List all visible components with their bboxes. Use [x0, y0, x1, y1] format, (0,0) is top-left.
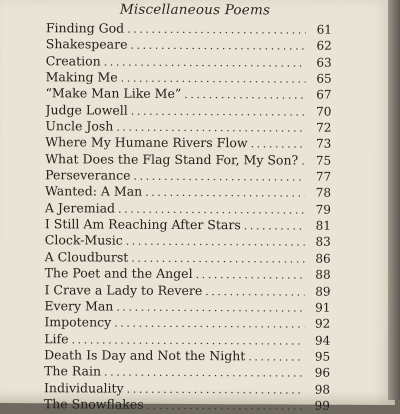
- entry-title: Impotency: [44, 314, 112, 330]
- dot-leader: [118, 202, 305, 216]
- toc-entry: [45, 233, 331, 251]
- dot-leader: [104, 366, 304, 380]
- toc-entry: [45, 118, 331, 136]
- toc-entry: [44, 396, 330, 414]
- entry-page-number: 67: [316, 88, 332, 103]
- entry-page-number: 75: [315, 153, 332, 168]
- entry-page-number: 65: [316, 71, 332, 86]
- entry-title: Clock-Music: [44, 232, 123, 249]
- entry-title: Where My Humane Rivers Flow: [45, 134, 248, 151]
- entry-title: I Crave a Lady to Revere: [44, 281, 203, 298]
- entry-page-number: 89: [315, 284, 331, 299]
- toc-entry: [44, 380, 330, 398]
- entry-page-number: 98: [314, 382, 331, 397]
- dot-leader: [72, 333, 305, 347]
- toc-entry: [44, 282, 330, 300]
- entry-title: “Make Man Like Me”: [45, 85, 182, 102]
- entry-title: Making Me: [45, 69, 118, 85]
- entry-page-number: 79: [315, 202, 331, 217]
- dot-leader: [116, 300, 304, 314]
- entry-title: Shakespeare: [45, 36, 128, 52]
- dot-leader: [248, 350, 304, 363]
- toc-entry: [45, 265, 331, 283]
- toc-entry: [45, 200, 331, 218]
- entry-title: The Poet and the Angel: [44, 265, 193, 282]
- entry-page-number: 99: [314, 398, 330, 413]
- entry-page-number: 81: [315, 218, 331, 233]
- entry-page-number: 62: [316, 38, 332, 54]
- entry-title: Finding God: [45, 20, 125, 36]
- dot-leader: [133, 170, 305, 184]
- dot-leader: [130, 39, 305, 53]
- entry-title: The Snowflakes: [43, 396, 144, 412]
- dot-leader: [244, 219, 305, 232]
- dot-leader: [145, 186, 305, 200]
- entry-page-number: 73: [315, 137, 332, 152]
- toc-entry: [44, 331, 330, 349]
- toc-entry: [45, 151, 331, 169]
- dot-leader: [251, 138, 306, 151]
- dot-leader: [127, 382, 304, 396]
- toc-entry: [45, 216, 331, 234]
- toc-entry: [45, 249, 331, 267]
- entry-page-number: 78: [315, 186, 332, 201]
- entry-page-number: 92: [315, 316, 331, 331]
- dot-leader: [116, 121, 305, 135]
- page-edge-shadow: [388, 0, 400, 400]
- table-of-contents: [44, 20, 332, 414]
- entry-title: What Does the Flag Stand For, My Son?: [45, 150, 299, 168]
- entry-title: Every Man: [44, 298, 114, 314]
- entry-page-number: 63: [316, 55, 332, 70]
- toc-entry: [45, 135, 331, 153]
- entry-page-number: 94: [314, 333, 331, 348]
- entry-title: I Still Am Reaching After Stars: [44, 216, 241, 233]
- toc-entry: [46, 20, 332, 38]
- entry-title: The Rain: [44, 363, 102, 379]
- toc-entry: [44, 347, 330, 365]
- toc-entry: [44, 298, 330, 316]
- toc-entry: [44, 363, 330, 381]
- entry-page-number: 96: [314, 365, 331, 380]
- entry-page-number: 86: [315, 251, 331, 266]
- entry-title: Life: [44, 330, 69, 346]
- toc-entry: [46, 53, 332, 71]
- entry-title: Uncle Josh: [45, 118, 114, 134]
- entry-page-number: 91: [315, 300, 331, 315]
- entry-title: Wanted: A Man: [45, 183, 143, 200]
- dot-leader: [114, 317, 304, 331]
- entry-title: Death Is Day and Not the Night: [44, 347, 246, 364]
- toc-entry: [46, 86, 332, 104]
- dot-leader: [147, 399, 304, 413]
- dot-leader: [196, 268, 305, 282]
- dot-leader: [301, 154, 305, 167]
- dot-leader: [121, 72, 306, 86]
- entry-page-number: 95: [314, 349, 331, 364]
- dot-leader: [126, 235, 305, 249]
- dot-leader: [104, 55, 306, 69]
- entry-title: Individuality: [43, 379, 124, 396]
- entry-page-number: 83: [315, 235, 331, 250]
- entry-page-number: 88: [315, 267, 331, 282]
- dot-leader: [205, 285, 304, 299]
- toc-entry: [45, 102, 331, 120]
- toc-entry: [45, 167, 331, 185]
- entry-title: Judge Lowell: [45, 101, 128, 118]
- entry-title: Perseverance: [45, 167, 131, 183]
- dot-leader: [184, 88, 305, 102]
- toc-entry: [45, 184, 331, 202]
- section-heading: Miscellaneous Poems: [119, 1, 271, 19]
- dot-leader: [131, 104, 306, 118]
- entry-page-number: 77: [315, 169, 332, 184]
- toc-entry: [46, 69, 332, 87]
- toc-entry: [44, 314, 330, 332]
- dot-leader: [131, 251, 304, 265]
- entry-page-number: 61: [316, 22, 332, 37]
- dot-leader: [127, 23, 306, 37]
- entry-page-number: 72: [316, 120, 332, 135]
- entry-page-number: 70: [316, 104, 332, 119]
- entry-title: Creation: [45, 52, 101, 69]
- toc-entry: [46, 37, 332, 55]
- entry-title: A Jeremiad: [44, 199, 116, 216]
- entry-title: A Cloudburst: [44, 249, 129, 265]
